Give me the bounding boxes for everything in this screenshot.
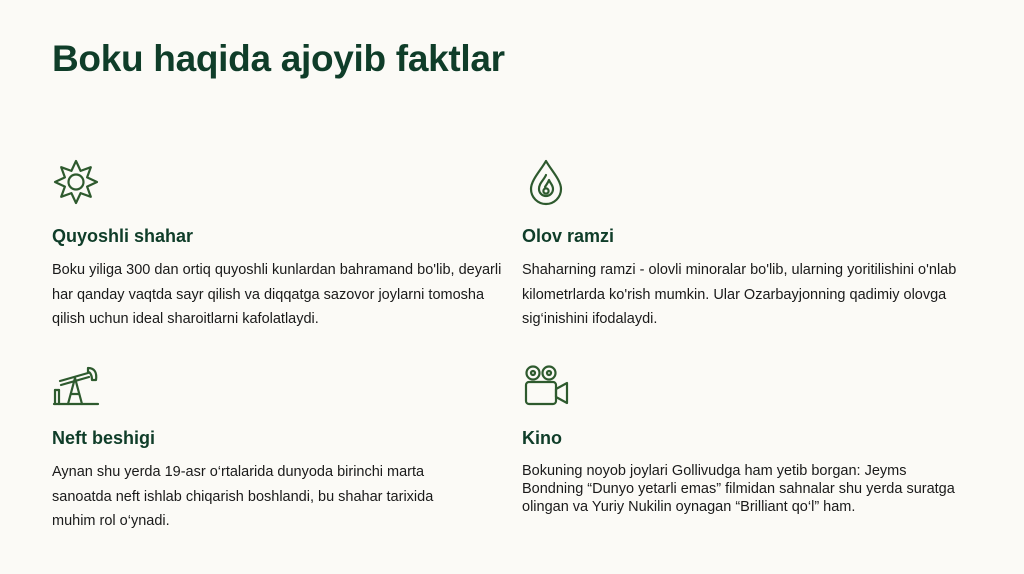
fact-text: Shaharning ramzi - olovli minoralar bo'lib, ularning yoritilishini o'nlab kilometrlarda ko'rish mumkin. Ular Ozarbayjonning qadimiy olovga sig‘inishini ifodalaydi. (522, 262, 957, 327)
movie-camera-icon (522, 360, 570, 408)
fact-text: Bokuning noyob joylari Gollivudga ham yetib borgan: Jeyms Bondning “Dunyo yetarli emas” filmidan sahnalar shu yerda suratga olingan va Yuriy Nukilin oynagan “Brilliant qo‘l” ham. (522, 463, 955, 515)
fact-heading: Quyoshli shahar (52, 226, 194, 246)
oil-pump-icon (52, 360, 100, 408)
page-title: Boku haqida ajoyib faktlar (52, 38, 505, 79)
fact-heading: Neft beshigi (52, 428, 156, 448)
fact-text: Boku yiliga 300 dan ortiq quyoshli kunlardan bahramand bo'lib, deyarli har qanday vaqtda sayr qilish va diqqatga sazovor joylarni tomosha qilish uchun ideal sharoitlarni kafolatlaydi. (52, 262, 502, 327)
flame-drop-icon (522, 158, 570, 206)
fact-text: Aynan shu yerda 19-asr o‘rtalarida dunyoda birinchi marta sanoatda neft ishlab chiqarish boshlandi, bu shahar tarixida muhim rol o‘ynadi. (52, 464, 434, 529)
sun-icon (52, 158, 100, 206)
fact-heading: Olov ramzi (522, 226, 615, 246)
fact-heading: Kino (522, 428, 562, 448)
